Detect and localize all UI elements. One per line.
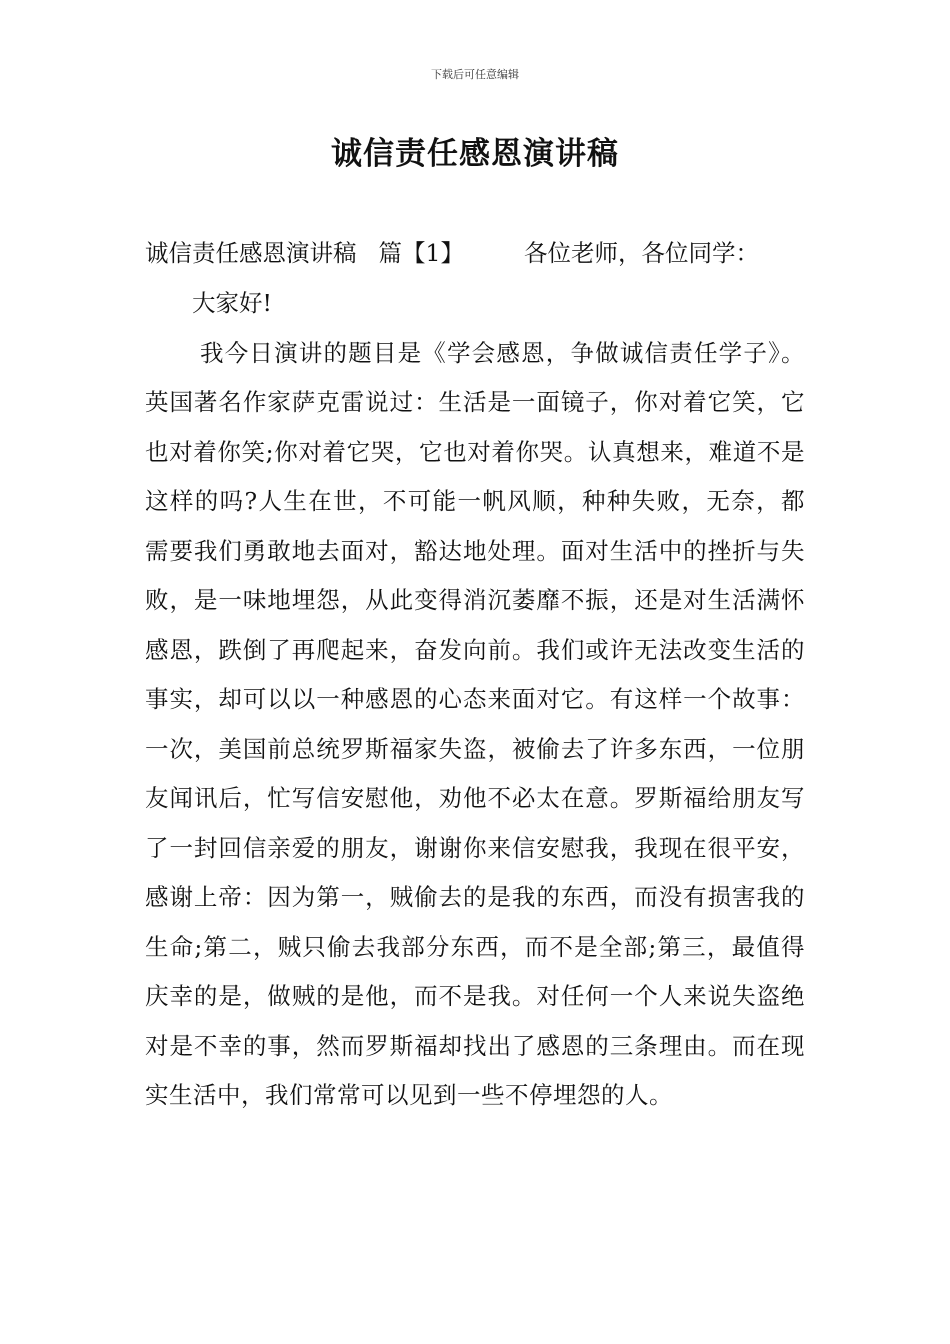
page-title: 诚信责任感恩演讲稿 [331,136,619,172]
greeting: 大家好! [192,288,272,317]
header-note: 下载后可任意编辑 [431,68,519,81]
salutation: 各位老师，各位同学： [523,239,759,267]
section-label: 篇【1】 [378,239,464,267]
document-body [145,229,805,1121]
intro-line [145,229,805,279]
main-paragraph: 我今日演讲的题目是《学会感恩，争做诚信责任学子》。英国著名作家萨克雷说过：生活是一面镜子，你对着它笑，它也对着你笑;你对着它哭，它也对着你哭。认真想来，难道不是这样的吗?人生在世，不可能一帆风顺，种种失败，无奈，都需要我们勇敢地去面对，豁达地处理。面对生活中的挫折与失败，是一味地埋怨，从此变得消沉萎靡不振，还是对生活满怀感恩，跌倒了再爬起来，奋发向前。我们或许无法改变生活的事实，却可以以一种感恩的心态来面对它。有这样一个故事：一次，美国前总统罗斯福家失盗，被偷去了许多东西，一位朋友闻讯后，忙写信安慰他，劝他不必太在意。罗斯福给朋友写了一封回信亲爱的朋友，谢谢你来信安慰我，我现在很平安，感谢上帝：因为第一，贼偷去的是我的东西，而没有损害我的生命;第二，贼只偷去我部分东西，而不是全部;第三，最值得庆幸的是，做贼的是他，而不是我。对任何一个人来说失盗绝对是不幸的事，然而罗斯福却找出了感恩的三条理由。而在现实生活中，我们常常可以见到一些不停埋怨的人。 [145,338,805,1109]
doc-label: 诚信责任感恩演讲稿 [145,239,357,267]
